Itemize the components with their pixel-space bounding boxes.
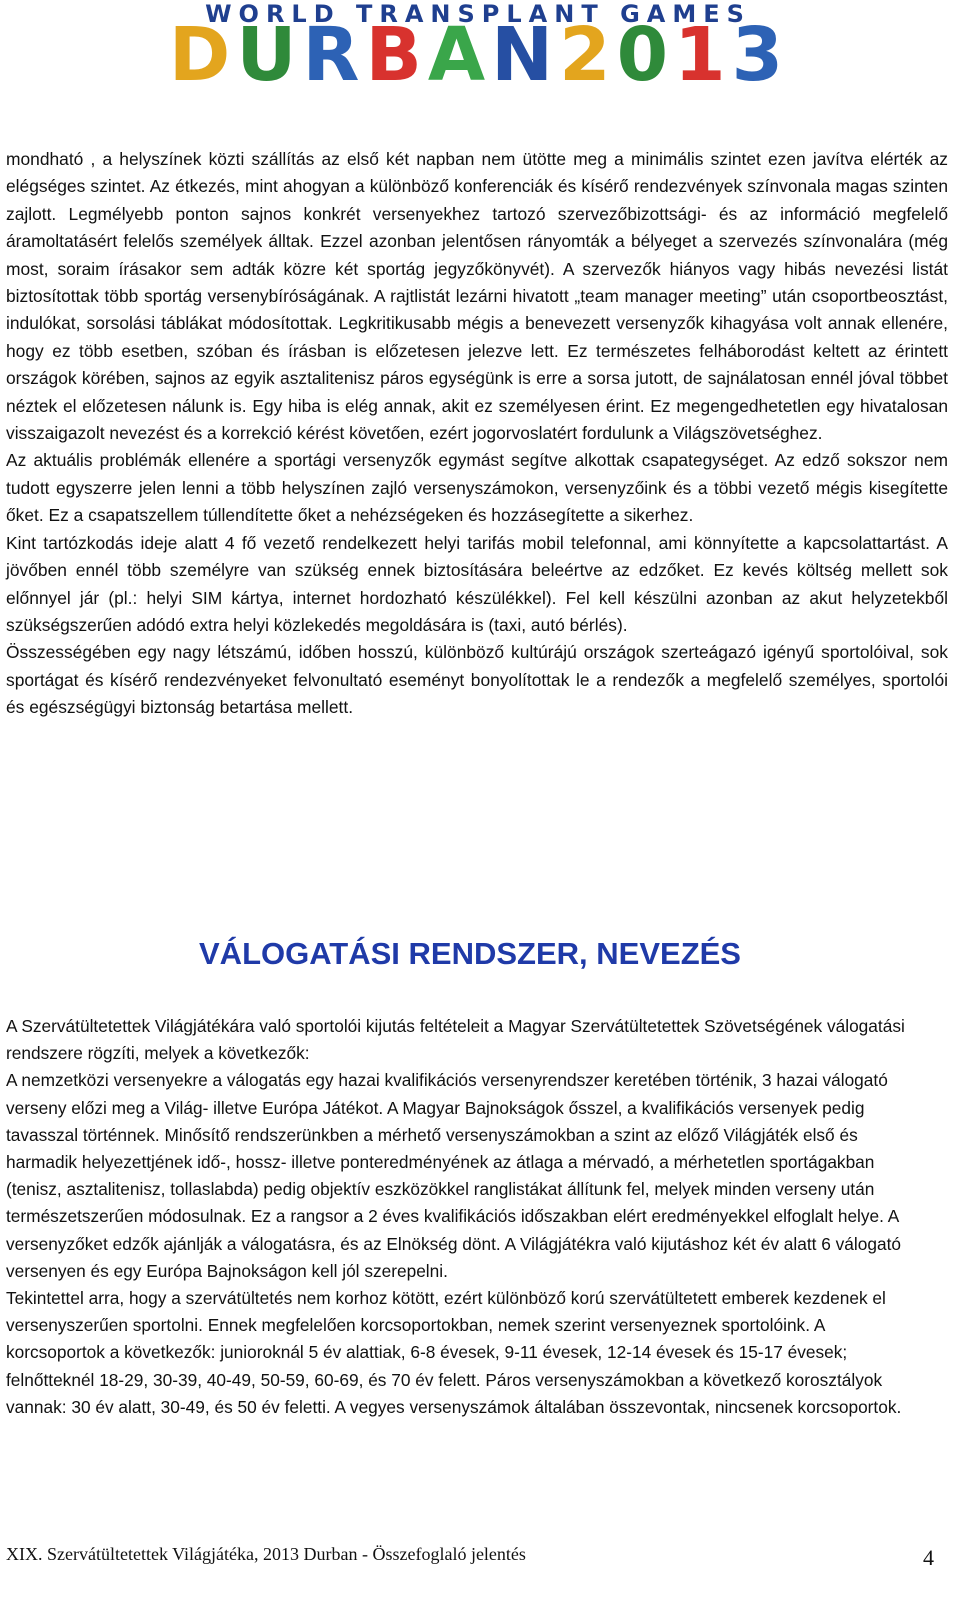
header-banner [0, 0, 960, 92]
page-number: 4 [923, 1545, 934, 1570]
section-selection [6, 1013, 926, 1421]
paragraph-summary: Összességében egy nagy létszámú, időben hosszú, különböző kultúrájú országok szerteágazó igényű sportolóival, sok sportágat és kísérő rendezvényeket felvonultató eseményt bonyolítottak le a rendezők a megfelelő személyes, sportolói és egészségügyi biztonság betartása mellett. [6, 642, 948, 718]
paragraph-organization: mondható , a helyszínek közti szállítás az első két napban nem ütötte meg a minimális szintet ezen javítva elérték az elégséges szintet. Az étkezés, mint ahogyan a különböző konferenciák és kísérő rendezvények színvonala magas szinten zajlott. Legmélyebb ponton sajnos konkrét versenyekhez tartozó szervezőbizottsági- és az információ megfelelő áramoltatásért felelős személyek álltak. Ezzel azonban jelentősen rányomták a bélyeget a szervezés színvonalára (még most, soraim írásakor sem adták közre két sportág jegyzőkönyvét). A szervezők hiányos vagy hibás nevezési listát biztosítottak több sportág versenybíróságának. A rajtlistát lezárni hivatott „team manager meeting” után csoportbeosztást, indulókat, sorsolási táblákat módosítottak. Legkritikusabb mégis a benevezett versenyzők kihagyása volt annak ellenére, hogy ez több esetben, szóban és írásban is előzetesen jelezve lett. Ez természetes felháborodást keltett az érintett országok körében, sajnos az egyik asztalitenisz páros egységünk is erre a sorsa jutott, de sajnálatosan ennél jóval többet néztek el előzetesen nálunk is. Egy hiba is elég annak, akit ez személyesen érint. Ez megengedhetetlen egy hivatalosan visszaigazolt nevezést és a korrekció kérést követően, ezért jogorvoslatért fordulunk a Világszövetséghez. [6, 149, 948, 444]
page-footer [6, 1541, 936, 1571]
paragraph-age-groups: Tekintettel arra, hogy a szervátültetés nem korhoz kötött, ezért különböző korú szervátültetett emberek kezdenek el versenyszerűen sportolni. Ennek megfelelően korcsoportokban, nemek szerint versenyeznek sportolóink. A korcsoportok a következők: junioroknál 5 év alattiak, 6-8 évesek, 9-11 évesek, 12-14 évesek és 15-17 évesek; felnőtteknél 18-29, 30-39, 40-49, 50-59, 60-69, és 70 év felett. Páros versenyszámokban a következő korosztályok vannak: 30 év alatt, 30-49, és 50 év feletti. A vegyes versenyszámok általában összevontak, nincsenek korcsoportok. [6, 1288, 902, 1417]
section-heading: VÁLOGATÁSI RENDSZER, NEVEZÉS [199, 936, 741, 971]
section-continuation [6, 146, 948, 722]
paragraph-qualification: A nemzetközi versenyekre a válogatás egy hazai kvalifikációs versenyrendszer keretében történik, 3 hazai válogató verseny előzi meg a Világ- illetve Európa Játékot. A Magyar Bajnokságok ősszel, a kvalifikációs versenyek pedig tavasszal történnek. Minősítő rendszerünkben a mérhető versenyszámokban a szint az előző Világjáték első és harmadik helyezettjének idő-, hossz- illetve ponteredményének az átlaga a mérvadó, a mérhetetlen sportágakban (tenisz, asztalitenisz, tollaslabda) pedig objektív eszközökkel ranglistákat állítunk fel, melyek minden verseny után természetszerűen módosulnak. Ez a rangsor a 2 éves kvalifikációs időszakban elért eredményekkel elfoglalt helye. A versenyzőket edzők ajánlják a válogatásra, és az Elnökség dönt. A Világjátékra való kijutáshoz két év alatt 6 válogató versenyen és egy Európa Bajnokságon kell jól szerepelni. [6, 1070, 902, 1281]
paragraph-intro: A Szervátültetettek Világjátékára való sportolói kijutás feltételeit a Magyar Szervátültetettek Szövetségének válogatási rendszere rögzíti, melyek a következők: [6, 1016, 905, 1064]
paragraph-team-spirit: Az aktuális problémák ellenére a sportági versenyzők egymást segítve alkottak csapategységet. Az edző sokszor nem tudott egyszerre jelen lenni a több helyszínen zajló versenyszámokon, versenyzőink és a többi vezető mégis kisegítette őket. Ez a csapatszellem túllendítette őket a nehézségeken és hozzásegítette a sikerhez. [6, 450, 948, 526]
footer-title: XIX. Szervátültetettek Világjátéka, 2013 Durban - Összefoglaló jelentés [6, 1544, 526, 1564]
banner-subtitle: WORLD TRANSPLANT GAMES [205, 0, 751, 28]
paragraph-communication: Kint tartózkodás ideje alatt 4 fő vezető rendelkezett helyi tarifás mobil telefonnal, ami könnyítette a kapcsolattartást. A jövőben ennél több személyre van szükség ennek biztosítására beleértve az edzőket. Ez kevés költség mellett sok előnnyel jár (pl.: helyi SIM kártya, internet hordozható készülékkel). Fel kell készülni azonban az akut helyzetekből szükségszerűen adódó extra helyi közlekedés megoldására is (taxi, autó bérlés). [6, 532, 948, 635]
banner-title: DURBAN2013 [168, 12, 790, 92]
